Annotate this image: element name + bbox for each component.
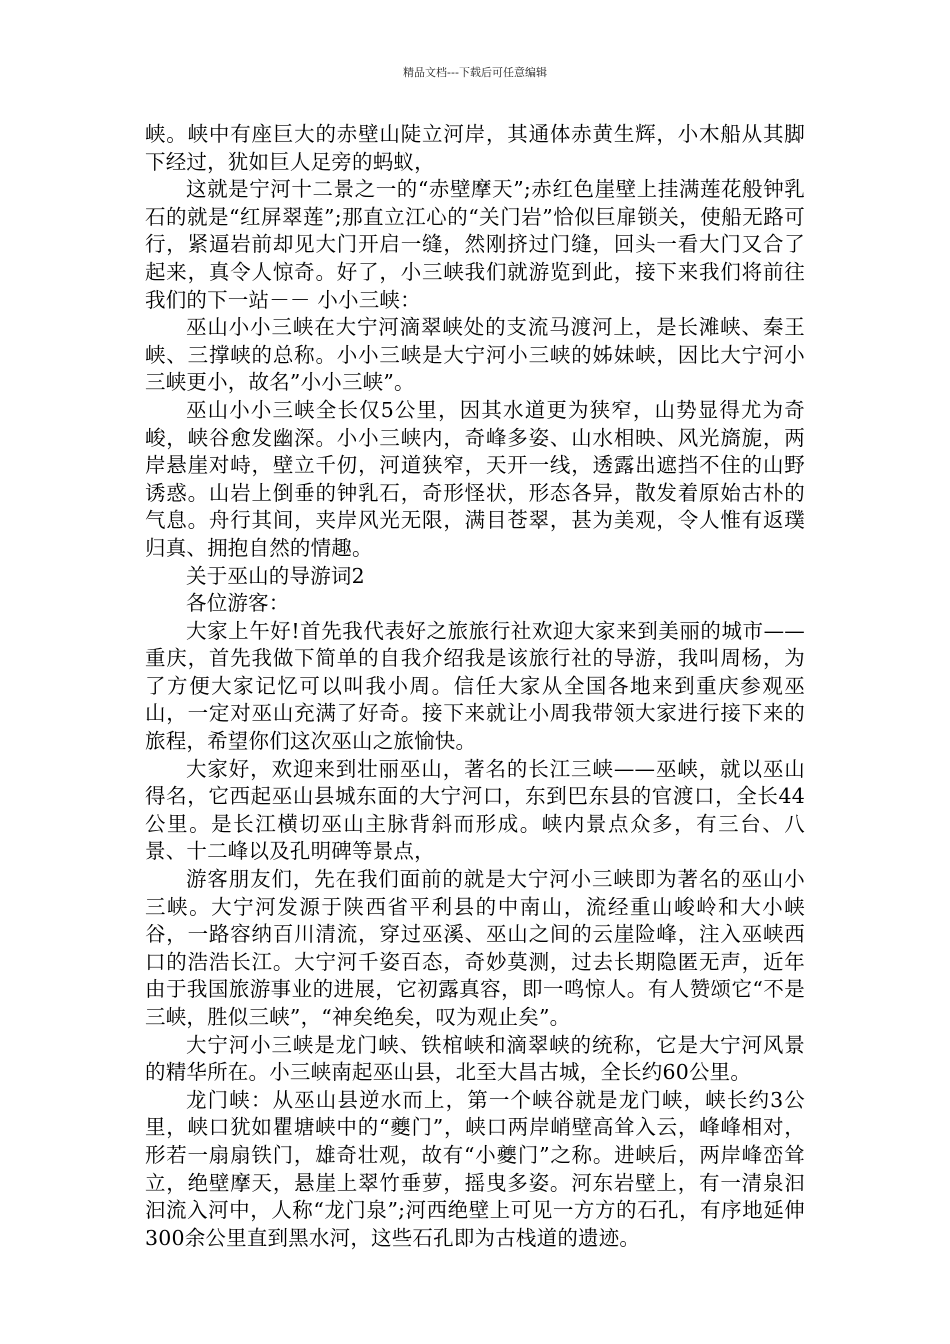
paragraph-2: 这就是宁河十二景之一的“赤壁摩天”;赤红色崖壁上挂满莲花般钟乳石的就是“红屏翠莲”;那直立江心的“关门岩”恰似巨扉锁关，使船无路可行，紧逼岩前却见大门开启一缝，然刚挤过门缝，回头一看大门又合了起来，真令人惊奇。好了，小三峡我们就游览到此，接下来我们将前往我们的下一站－－ 小小三峡： xyxy=(145,177,805,312)
page-header: 精品文档---下载后可任意编辑 xyxy=(403,66,547,79)
greeting: 各位游客： xyxy=(186,591,290,616)
paragraph-4: 巫山小小三峡全长仅5公里，因其水道更为狭窄，山势显得尤为奇峻，峡谷愈发幽深。小小三峡内，奇峰多姿、山水相映、风光旖旎，两岸悬崖对峙，壁立千仞，河道狭窄，天开一线，透露出遮挡不住的山野诱惑。山岩上倒垂的钟乳石，奇形怪状，形态各异，散发着原始古朴的气息。舟行其间，夹岸风光无限，满目苍翠，甚为美观，令人惟有返璞归真、拥抱自然的情趣。 xyxy=(145,397,805,560)
paragraph-8: 大家好，欢迎来到壮丽巫山，著名的长江三峡——巫峡，就以巫山得名，它西起巫山县城东面的大宁河口，东到巴东县的官渡口，全长44公里。是长江横切巫山主脉背斜而形成。峡内景点众多，有三台、八景、十二峰以及孔明碑等景点， xyxy=(145,756,805,864)
paragraph-1: 峡。峡中有座巨大的赤壁山陡立河岸，其通体赤黄生辉，小木船从其脚下经过，犹如巨人足旁的蚂蚁， xyxy=(145,122,805,174)
section-heading: 关于巫山的导游词2 xyxy=(186,563,365,588)
paragraph-7: 大家上午好!首先我代表好之旅旅行社欢迎大家来到美丽的城市——重庆，首先我做下简单的自我介绍我是该旅行社的导游，我叫周杨，为了方便大家记忆可以叫我小周。信任大家从全国各地来到重庆参观巫山，一定对巫山充满了好奇。接下来就让小周我带领大家进行接下来的旅程，希望你们这次巫山之旅愉快。 xyxy=(145,618,805,754)
paragraph-11: 龙门峡：从巫山县逆水而上，第一个峡谷就是龙门峡，峡长约3公里，峡口犹如瞿塘峡中的“夔门”，峡口两岸峭壁高耸入云，峰峰相对，形若一扇扇铁门，雄奇壮观，故有“小夔门”之称。进峡后，两岸峰峦耸立，绝壁摩天，悬崖上翠竹垂萝，摇曳多姿。河东岩壁上，有一清泉汩汩流入河中，人称“龙门泉”;河西绝壁上可见一方方的石孔，有序地延伸300余公里直到黑水河，这些石孔即为古栈道的遗迹。 xyxy=(145,1087,805,1250)
paragraph-3: 巫山小小三峡在大宁河滴翠峡处的支流马渡河上，是长滩峡、秦王峡、三撑峡的总称。小小三峡是大宁河小三峡的姊妹峡，因比大宁河小三峡更小，故名”小小三峡”。 xyxy=(145,315,805,395)
paragraph-9: 游客朋友们，先在我们面前的就是大宁河小三峡即为著名的巫山小三峡。大宁河发源于陕西省平利县的中南山，流经重山峻岭和大小峡谷，一路容纳百川清流，穿过巫溪、巫山之间的云崖险峰，注入巫峡西口的浩浩长江。大宁河千姿百态，奇妙莫测，过去长期隐匿无声，近年由于我国旅游事业的进展，它初露真容，即一鸣惊人。有人赞颂它“不是三峡，胜似三峡”，“神矣绝矣，叹为观止矣”。 xyxy=(145,867,805,1029)
paragraph-10: 大宁河小三峡是龙门峡、铁棺峡和滴翠峡的统称，它是大宁河风景的精华所在。小三峡南起巫山县，北至大昌古城，全长约60公里。 xyxy=(145,1032,805,1085)
document-body xyxy=(145,121,805,1252)
